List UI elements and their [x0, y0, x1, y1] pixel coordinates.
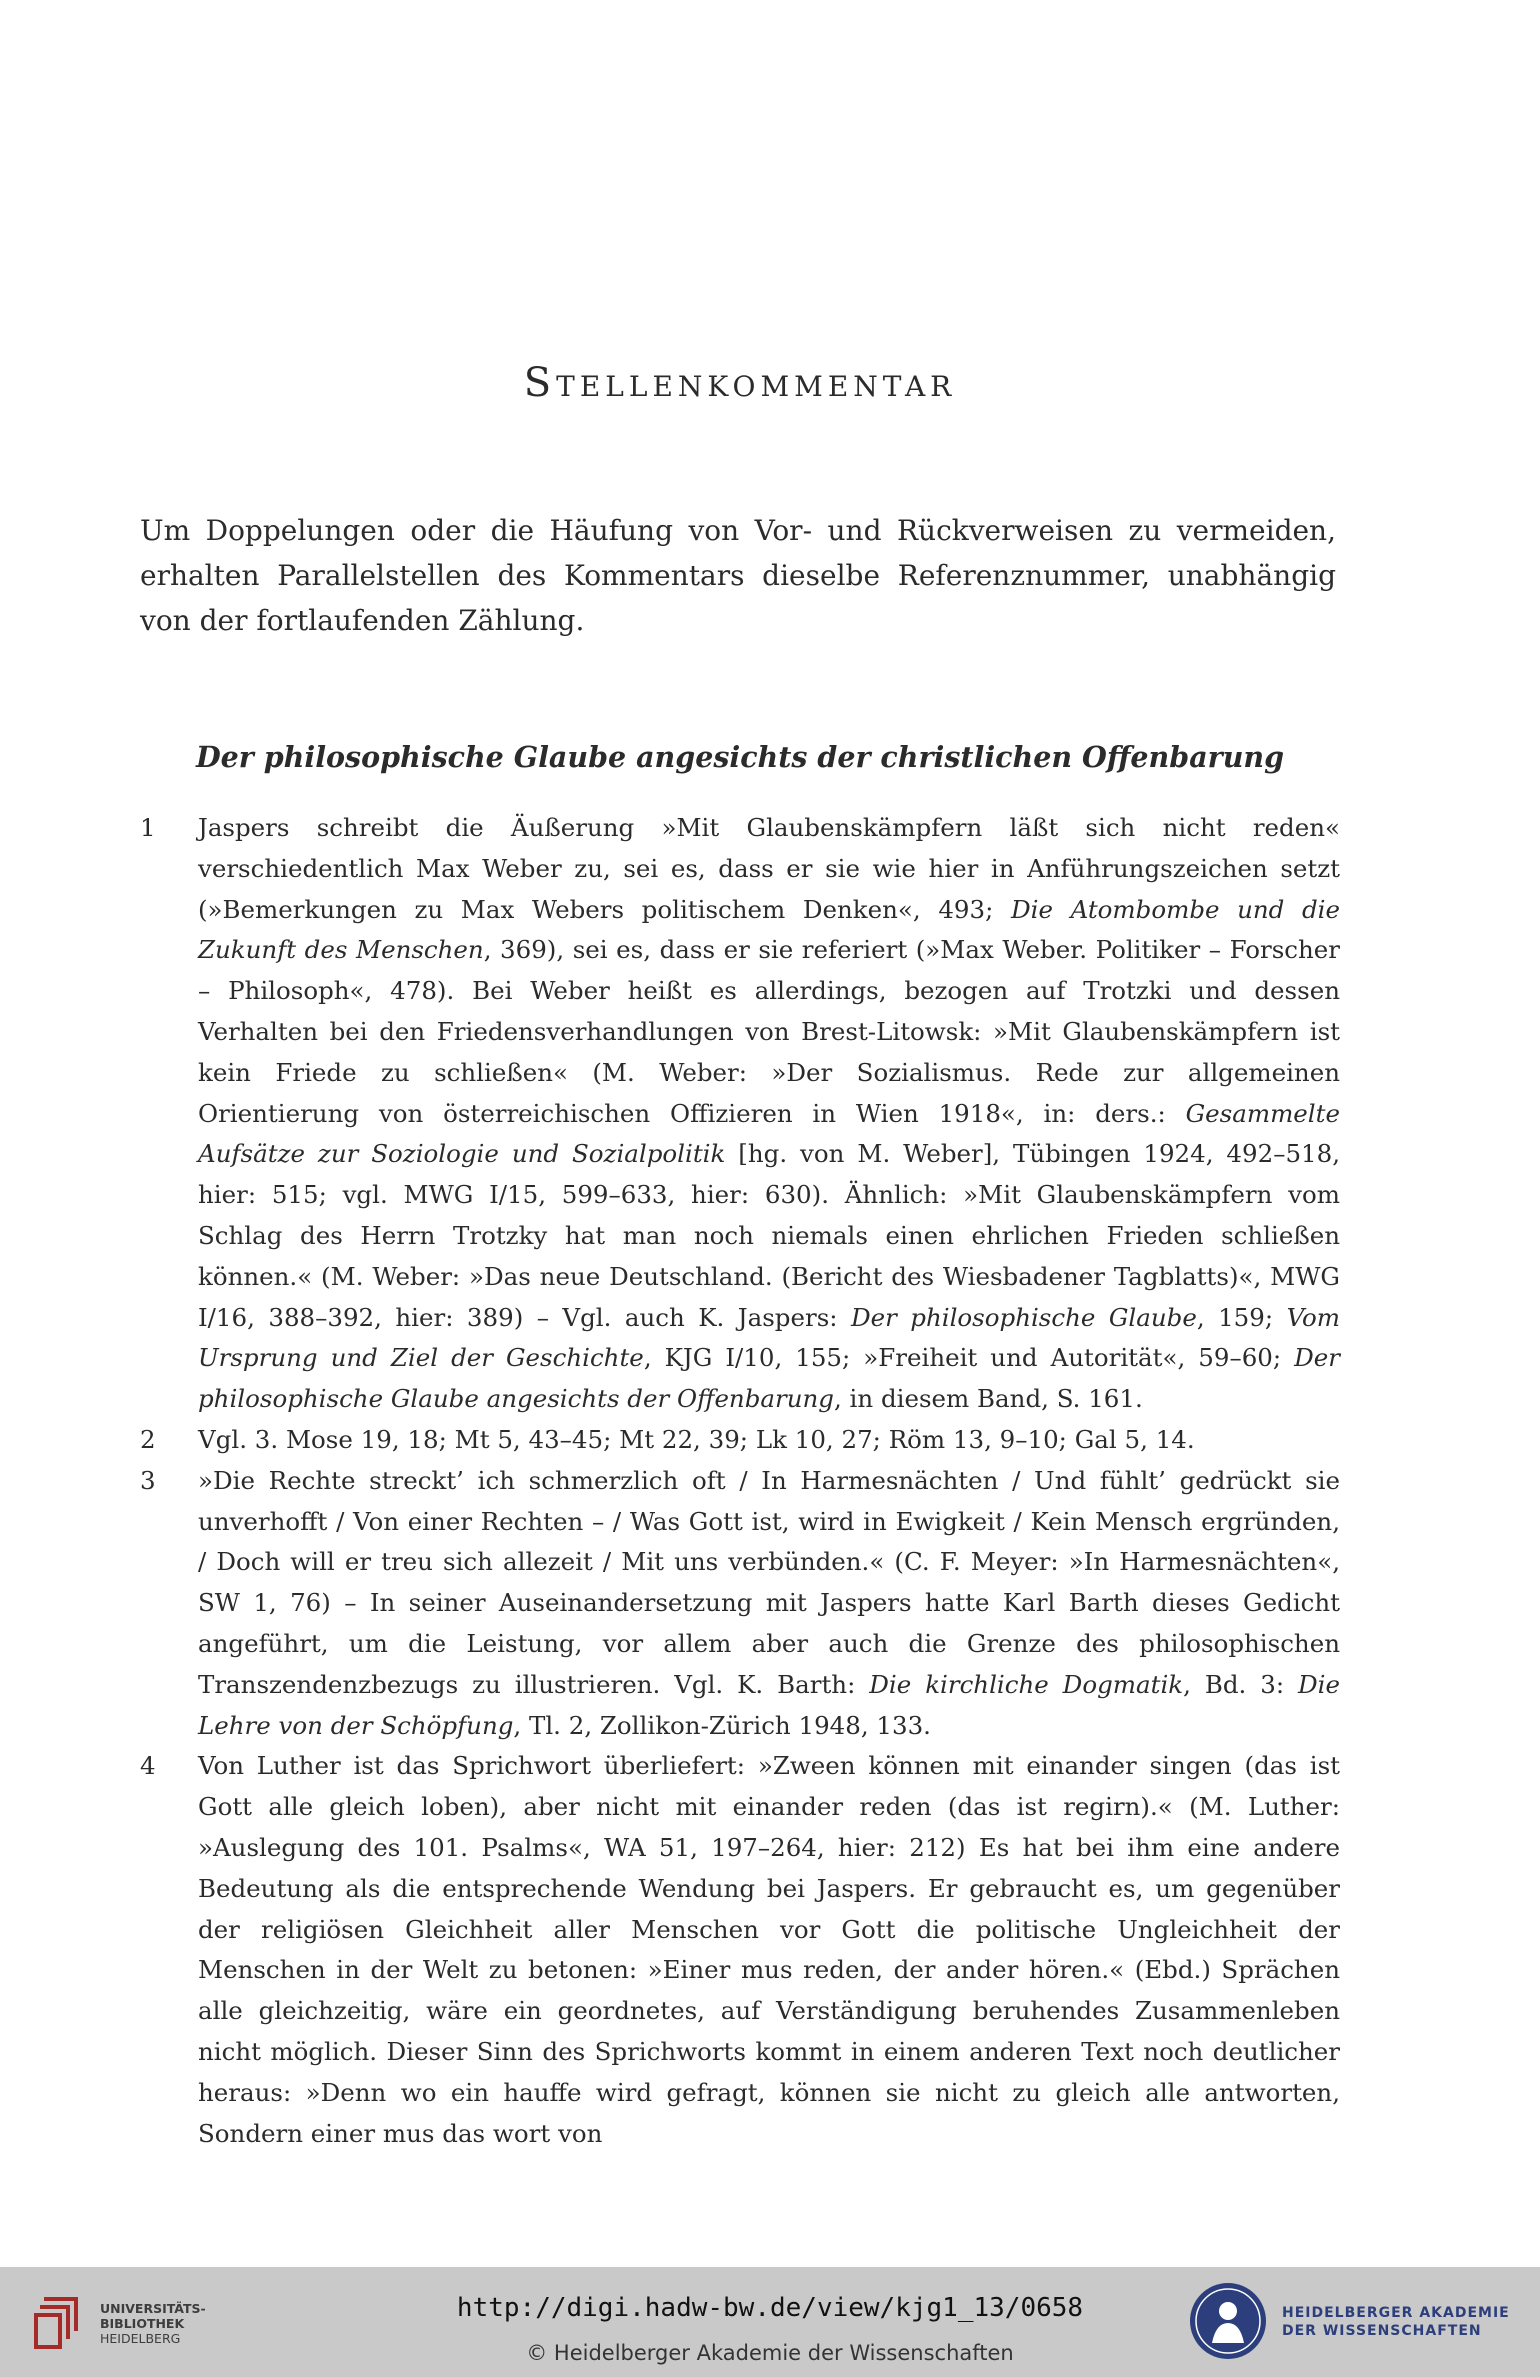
- permalink-url[interactable]: http://digi.hadw-bw.de/view/kjg1_13/0658: [456, 2293, 1084, 2323]
- note-2: [140, 1420, 1340, 1461]
- note-number: 1: [140, 813, 156, 842]
- note-text: Jaspers schreibt die Äußerung »Mit Glaubenskämpfern läßt sich nicht reden« verschiedentlich Max Weber zu, sei es, dass er sie wie hier in Anführungszeichen setzt (»Bemerkungen zu Max Webers politischem Denken«, 493; Die Atombombe und die Zukunft des Menschen, 369), sei es, dass er sie referiert (»Max Weber. Politiker – Forscher – Philosoph«, 478). Bei Weber heißt es allerdings, bezogen auf Trotzki und dessen Verhalten bei den Friedensverhandlungen von Brest-Litowsk: »Mit Glaubenskämpfern ist kein Friede zu schließen« (M. Weber: »Der Sozialismus. Rede zur allgemeinen Orientierung von österreichischen Offizieren in Wien 1918«, in: ders.: Gesammelte Aufsätze zur Soziologie und Sozialpolitik [hg. von M. Weber], Tübingen 1924, 492–518, hier: 515; vgl. MWG I/15, 599–633, hier: 630). Ähnlich: »Mit Glaubenskämpfern vom Schlag des Herrn Trotzky hat man noch niemals einen ehrlichen Frieden schließen können.« (M. Weber: »Das neue Deutschland. (Bericht des Wiesbadener Tagblatts)«, MWG I/16, 388–392, hier: 389) – Vgl. auch K. Jaspers: Der philosophische Glaube, 159; Vom Ursprung und Ziel der Geschichte, KJG I/10, 155; »Freiheit und Autorität«, 59–60; Der philosophische Glaube angesichts der Offenbarung, in diesem Band, S. 161.: [198, 813, 1341, 1414]
- note-3: [140, 1461, 1340, 1747]
- section-heading: Der philosophische Glaube angesichts der christlichen Offenbarung: [195, 740, 1285, 774]
- note-4: [140, 1746, 1340, 2154]
- note-number: 4: [140, 1751, 156, 1781]
- notes-list: [140, 808, 1340, 2154]
- academy-seal-icon: [1188, 2281, 1268, 2361]
- note-text: Vgl. 3. Mose 19, 18; Mt 5, 43–45; Mt 22, 39; Lk 10, 27; Röm 13, 9–10; Gal 5, 14.: [198, 1424, 1195, 1454]
- page-title: Stellenkommentar: [523, 360, 957, 406]
- intro-paragraph: Um Doppelungen oder die Häufung von Vor- und Rückverweisen zu vermeiden, erhalten Parallelstellen des Kommentars dieselbe Referenznummer, unabhängig von der fortlaufenden Zählung.: [140, 514, 1336, 637]
- footer-bar: [0, 2267, 1540, 2377]
- note-number: 2: [140, 1424, 156, 1454]
- note-text: Von Luther ist das Sprichwort überliefert: »Zween können mit einander singen (das ist Gott alle gleich loben), aber nicht mit einander reden (das ist regirn).« (M. Luther: »Auslegung des 101. Psalms«, WA 51, 197–264, hier: 212) Es hat bei ihm eine andere Bedeutung als die entsprechende Wendung bei Jaspers. Er gebraucht es, um gegenüber der religiösen Gleichheit aller Menschen vor Gott die politische Ungleichheit der Menschen in der Welt zu betonen: »Einer mus reden, der ander hören.« (Ebd.) Sprächen alle gleichzeitig, wäre ein geordnetes, auf Verständigung beruhendes Zusammenleben nicht möglich. Dieser Sinn des Sprichworts kommt in einem anderen Text noch deutlicher heraus: »Denn wo ein hauffe wird gefragt, können sie nicht zu gleich alle antworten, Sondern einer mus das wort von: [198, 1751, 1340, 2148]
- note-number: 3: [140, 1465, 156, 1495]
- note-text: »Die Rechte streckt’ ich schmerzlich oft / In Harmesnächten / Und fühlt’ gedrückt sie unverhofft / Von einer Rechten – / Was Gott ist, wird in Ewigkeit / Kein Mensch ergründen, / Doch will er treu sich allezeit / Mit uns verbünden.« (C. F. Meyer: »In Harmesnächten«, SW 1, 76) – In seiner Auseinandersetzung mit Jaspers hatte Karl Barth dieses Gedicht angeführt, um die Leistung, vor allem aber auch die Grenze des philosophischen Transzendenzbezugs zu illustrieren. Vgl. K. Barth: Die kirchliche Dogmatik, Bd. 3: Die Lehre von der Schöpfung, Tl. 2, Zollikon-Zürich 1948, 133.: [198, 1465, 1340, 1740]
- university-library-name: UNIVERSITÄTS- BIBLIOTHEK HEIDELBERG: [100, 2301, 206, 2346]
- academy-name: HEIDELBERGER AKADEMIE DER WISSENSCHAFTEN: [1282, 2305, 1510, 2339]
- copyright-notice: © Heidelberger Akademie der Wissenschaften: [526, 2341, 1014, 2365]
- note-1: [140, 808, 1340, 1420]
